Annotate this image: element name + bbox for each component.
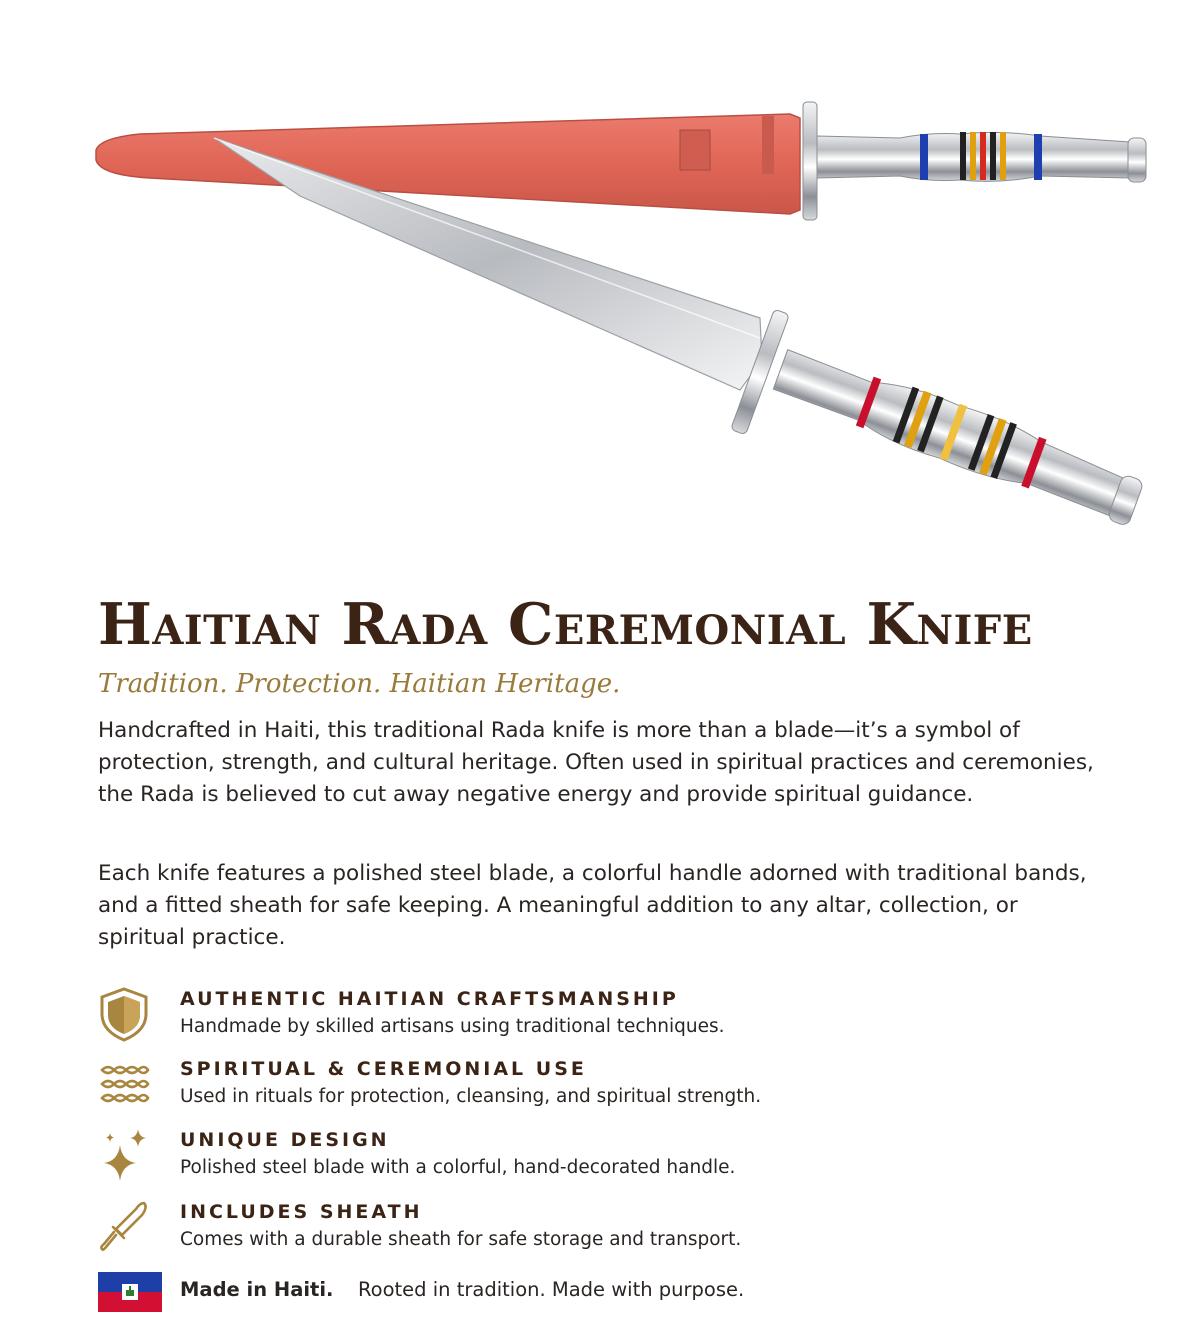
feature-unique-design [98, 1127, 1098, 1191]
made-in-haiti-label: Made in Haiti. [180, 1278, 334, 1301]
product-photo [0, 0, 1177, 580]
made-in-haiti-tagline: Rooted in tradition. Made with purpose. [358, 1278, 745, 1301]
feature-heading: SPIRITUAL & CEREMONIAL USE [180, 1058, 587, 1080]
feature-description: Handmade by skilled artisans using traditional techniques. [180, 1016, 725, 1037]
feature-description: Comes with a durable sheath for safe storage and transport. [180, 1229, 742, 1250]
description-paragraph-2: Each knife features a polished steel blade, a colorful handle adorned with traditional bands, and a fitted sheath for safe keeping. A meaningful addition to any altar, collection, or spiritual practice. [98, 861, 1087, 950]
feature-description: Polished steel blade with a colorful, hand-decorated handle. [180, 1157, 736, 1178]
sparkle-icon [98, 1127, 150, 1183]
feature-heading: UNIQUE DESIGN [180, 1129, 390, 1151]
haiti-flag-icon [98, 1272, 162, 1312]
feature-description: Used in rituals for protection, cleansing, and spiritual strength. [180, 1086, 762, 1107]
shield-icon [98, 986, 150, 1042]
feature-authentic-craftsmanship [98, 986, 1098, 1050]
woven-rope-icon [98, 1056, 150, 1112]
feature-includes-sheath [98, 1199, 1098, 1263]
product-title: Haitian Rada Ceremonial Knife [98, 591, 1033, 658]
description-paragraph-1: Handcrafted in Haiti, this traditional Rada knife is more than a blade—it’s a symbol of protection, strength, and cultural heritage. Often used in spiritual practices and ceremonies, the Rada is believed to cut away negative energy and provide spiritual guidance. [98, 718, 1094, 807]
feature-heading: INCLUDES SHEATH [180, 1201, 423, 1223]
feature-heading: AUTHENTIC HAITIAN CRAFTSMANSHIP [180, 988, 679, 1010]
made-in-haiti-line [98, 1270, 1098, 1314]
feature-spiritual-use [98, 1056, 1098, 1120]
knife-icon [98, 1199, 150, 1255]
product-tagline: Tradition. Protection. Haitian Heritage. [98, 669, 621, 699]
